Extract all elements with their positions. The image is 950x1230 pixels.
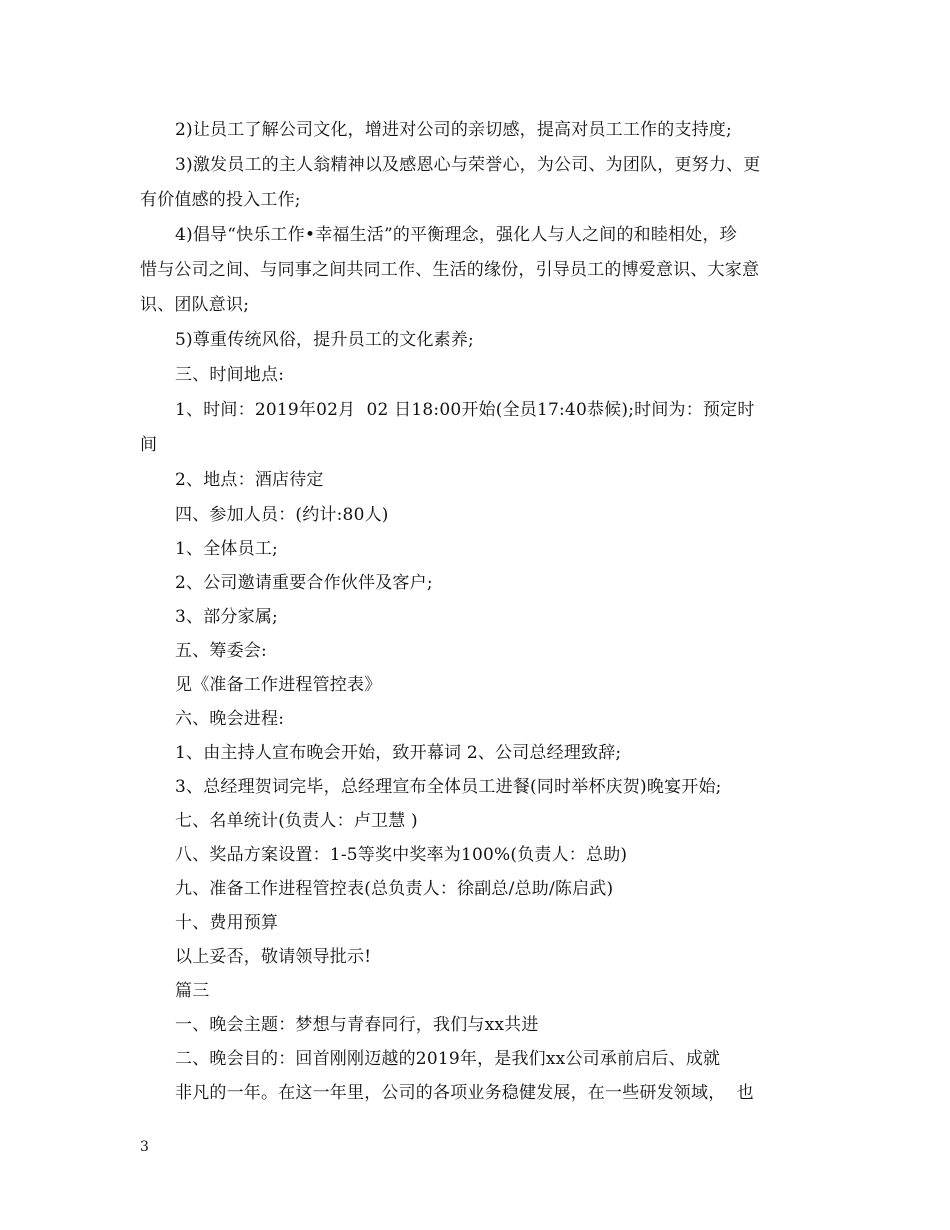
text-line: 3)激发员工的主人翁精神以及感恩心与荣誉心，为公司、为团队，更努力、更 <box>175 155 761 175</box>
section-heading: 三、时间地点: <box>175 365 285 385</box>
section-heading: 八、奖品方案设置：1-5等奖中奖率为100%(负责人：总助) <box>175 845 628 865</box>
section-title: 篇三 <box>175 981 210 1001</box>
section-heading: 九、准备工作进程管控表(总负责人：徐副总/总助/陈启武) <box>175 879 614 899</box>
text-line: 2)让员工了解公司文化，增进对公司的亲切感，提高对员工工作的支持度; <box>175 120 732 140</box>
section-heading: 六、晚会进程: <box>175 709 285 729</box>
section-heading: 一、晚会主题：梦想与青春同行，我们与xx共进 <box>175 1015 539 1035</box>
text-line: 5)尊重传统风俗，提升员工的文化素养; <box>175 330 474 350</box>
text-line: 见《准备工作进程管控表》 <box>175 675 382 695</box>
text-line: 识、团队意识; <box>140 295 250 315</box>
section-heading: 十、费用预算 <box>175 913 279 933</box>
text-line: 3、部分家属; <box>175 607 278 627</box>
text-line: 1、由主持人宣布晚会开始，致开幕词 2、公司总经理致辞; <box>175 743 622 763</box>
page-number: 3 <box>140 1139 149 1155</box>
text-line: 2、地点：酒店待定 <box>175 470 324 490</box>
section-heading: 七、名单统计(负责人：卢卫慧 ) <box>175 811 418 831</box>
section-heading: 二、晚会目的：回首刚刚迈越的2019年，是我们xx公司承前启后、成就 <box>175 1049 721 1069</box>
text-line: 3、总经理贺词完毕，总经理宣布全体员工进餐(同时举杯庆贺)晚宴开始; <box>175 777 722 797</box>
text-line: 2、公司邀请重要合作伙伴及客户; <box>175 573 433 593</box>
text-line: 有价值感的投入工作; <box>140 190 301 210</box>
text-line: 惜与公司之间、与同事之间共同工作、生活的缘份，引导员工的博爱意识、大家意 <box>140 260 760 280</box>
text-line: 以上妥否，敬请领导批示! <box>175 947 372 967</box>
text-line: 4)倡导“快乐工作•幸福生活”的平衡理念，强化人与人之间的和睦相处，珍 <box>175 225 737 245</box>
text-line: 非凡的一年。在这一年里，公司的各项业务稳健发展，在一些研发领域， 也 <box>175 1083 754 1103</box>
section-heading: 四、参加人员：(约计:80人) <box>175 505 389 525</box>
section-heading: 五、筹委会: <box>175 641 267 661</box>
text-line: 间 <box>140 435 158 455</box>
text-line: 1、时间：2019年02月 02 日18:00开始(全员17:40恭候);时间为：预定时 <box>175 400 755 420</box>
text-line: 1、全体员工; <box>175 539 278 559</box>
